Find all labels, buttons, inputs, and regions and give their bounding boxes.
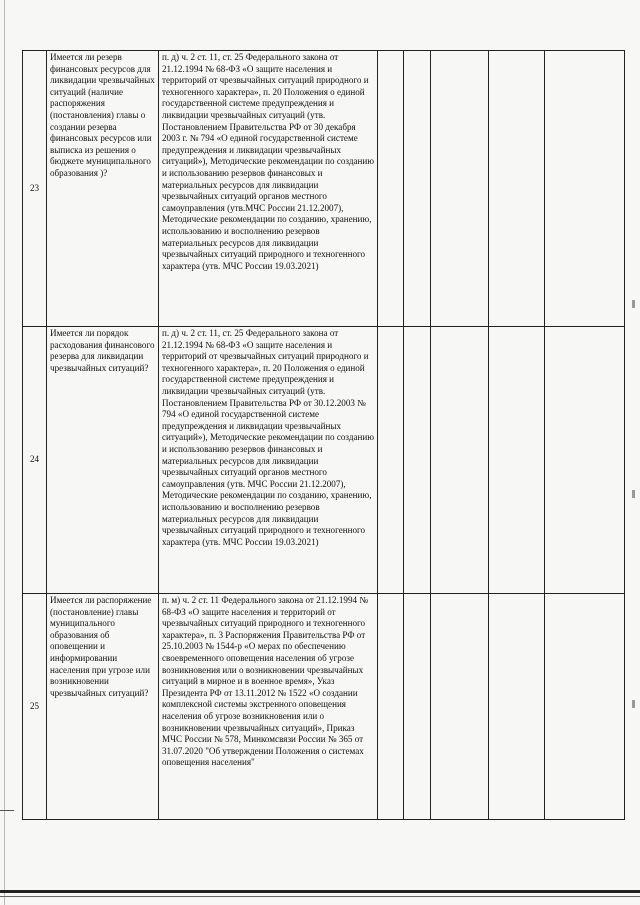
reference-cell: п. м) ч. 2 ст. 11 Федерального закона от 21.12.1994 № 68-ФЗ «О защите населения и территорий от чрезвычайных ситуаций природного и техногенного характера», п. 3 Распоряжения Правительства РФ от 25.10.2003 № 1544-р «О мерах по обеспечению своевременного оповещения населения об угрозе возникновения или о возникновении чрезвычайных ситуаций в мирное и в военное время», Указ Президента РФ от 13.11.2012 № 1522 «О создании комплексной системы экстренного оповещения населения об угрозе возникновения или о возникновении чрезвычайных ситуаций», Приказ МЧС России № 578, Минкомсвязи России № 365 от 31.07.2020 "Об утверждении Положения о системах оповещения населения" [159, 594, 378, 820]
margin-mark [632, 490, 635, 498]
reference-cell: п. д) ч. 2 ст. 11, ст. 25 Федерального закона от 21.12.1994 № 68-ФЗ «О защите населения и территорий от чрезвычайных ситуаций природного и техногенного характера», п. 20 Положения о единой государственной системе предупреждения и ликвидации чрезвычайных ситуаций (утв. Постановлением Правительства РФ от 30 декабря 2003 г. № 794 «О единой государственной системе предупреждения и ликвидации чрезвычайных ситуаций»), Методические рекомендации по созданию и использованию резервов финансовых и материальных ресурсов для ликвидации чрезвычайных ситуаций органов местного самоуправления (утв.МЧС России 21.12.2007), Методические рекомендации по созданию, хранению, использованию и восполнению резервов материальных ресурсов для ликвидации чрезвычайных ситуаций природного и техногенного характера (утв. МЧС России 19.03.2021) [159, 51, 378, 327]
margin-mark [632, 700, 635, 708]
question-cell: Имеется ли распоряжение (постановление) главы муниципального образования об оповещении и информировании населения при угрозе или возникновении чрезвычайных ситуаций? [47, 594, 159, 820]
comment-cell [489, 51, 545, 327]
answer-na-cell [431, 594, 489, 820]
scan-bottom-edge [0, 890, 640, 893]
table-row [23, 594, 625, 820]
margin-mark [632, 300, 635, 308]
question-cell: Имеется ли порядок расходования финансового резерва для ликвидации чрезвычайных ситуаций? [47, 327, 159, 594]
row-number: 23 [23, 51, 47, 327]
row-number: 25 [23, 594, 47, 820]
page-edge-line [4, 0, 5, 905]
answer-no-cell [404, 51, 431, 327]
row-number: 24 [23, 327, 47, 594]
answer-no-cell [404, 327, 431, 594]
note-cell [545, 51, 625, 327]
table-row [23, 327, 625, 594]
question-cell: Имеется ли резерв финансовых ресурсов для ликвидации чрезвычайных ситуаций (наличие распоряжения (постановления) главы о создании резерва финансовых ресурсов или выписка из решения о бюджете муниципального образования )? [47, 51, 159, 327]
comment-cell [489, 594, 545, 820]
note-cell [545, 594, 625, 820]
margin-dash [0, 810, 14, 811]
answer-na-cell [431, 51, 489, 327]
table-row [23, 51, 625, 327]
answer-yes-cell [378, 327, 404, 594]
checklist-table [22, 50, 625, 820]
answer-na-cell [431, 327, 489, 594]
reference-cell: п. д) ч. 2 ст. 11, ст. 25 Федерального закона от 21.12.1994 № 68-ФЗ «О защите населения и территорий от чрезвычайных ситуаций природного и техногенного характера», п. 20 Положения о единой государственной системе предупреждения и ликвидации чрезвычайных ситуаций (утв. Постановлением Правительства РФ от 30.12.2003 № 794 «О единой государственной системе предупреждения и ликвидации чрезвычайных ситуаций»), Методические рекомендации по созданию и использованию резервов финансовых и материальных ресурсов для ликвидации чрезвычайных ситуаций органов местного самоуправления (утв. МЧС России 21.12.2007), Методические рекомендации по созданию, хранению, использованию и восполнению резервов материальных ресурсов для ликвидации чрезвычайных ситуаций природного и техногенного характера (утв. МЧС России 19.03.2021) [159, 327, 378, 594]
answer-yes-cell [378, 51, 404, 327]
comment-cell [489, 327, 545, 594]
answer-no-cell [404, 594, 431, 820]
answer-yes-cell [378, 594, 404, 820]
scan-bottom-line [0, 896, 640, 897]
note-cell [545, 327, 625, 594]
